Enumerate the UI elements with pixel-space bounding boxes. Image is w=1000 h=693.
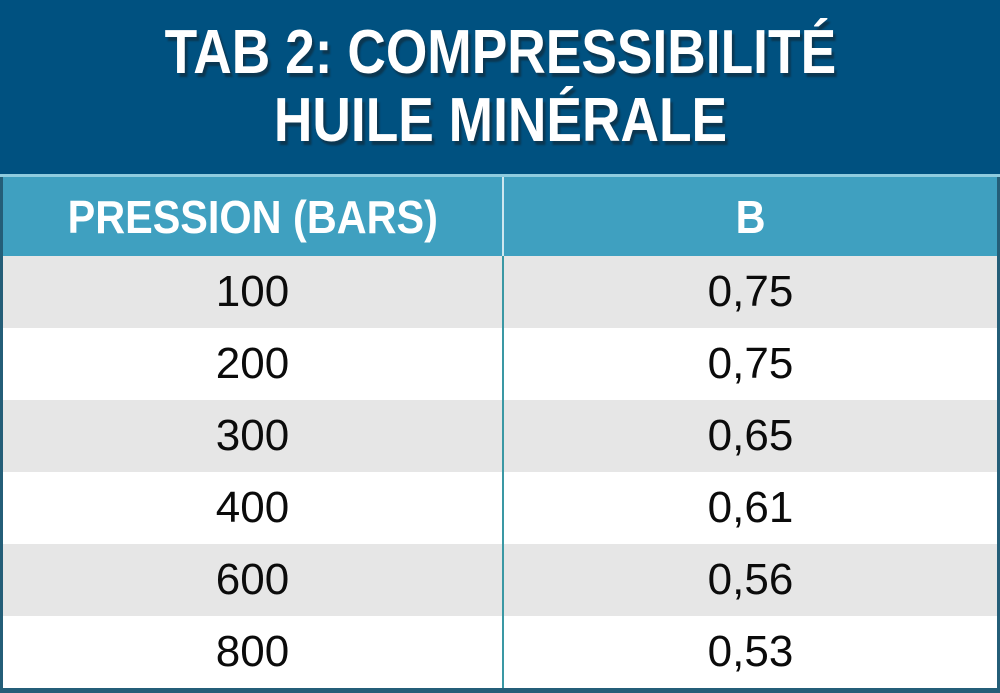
pression-cell [3,544,502,616]
b-cell [502,616,997,688]
title-line-1: TAB 2: COMPRESSIBILITÉ [164,18,836,87]
pression-value: 200 [215,339,290,388]
table-row [3,616,997,688]
pression-value: 300 [215,411,290,460]
pression-value: 400 [215,483,290,532]
header-cell-pression [3,177,502,256]
b-value: 0,53 [707,627,794,676]
header-cell-b [502,177,997,256]
table-row [3,328,997,400]
b-cell [502,328,997,400]
b-value: 0,75 [707,267,794,316]
header-label-b: B [735,190,766,243]
b-cell [502,400,997,472]
b-cell [502,544,997,616]
b-value: 0,56 [707,555,794,604]
pression-cell [3,472,502,544]
pression-cell [3,328,502,400]
table-row [3,544,997,616]
table-row [3,400,997,472]
pression-cell [3,616,502,688]
pression-cell [3,256,502,328]
table-row [3,472,997,544]
compressibility-table [0,177,1000,693]
pression-value: 800 [215,627,290,676]
table-header-row [3,177,997,256]
b-value: 0,65 [707,411,794,460]
title-banner [0,0,1000,174]
b-value: 0,75 [707,339,794,388]
pression-value: 600 [215,555,290,604]
b-value: 0,61 [707,483,794,532]
title-line-2: HUILE MINÉRALE [273,86,727,155]
b-cell [502,472,997,544]
pression-cell [3,400,502,472]
header-label-pression: PRESSION (BARS) [67,190,438,243]
b-cell [502,256,997,328]
table-row [3,256,997,328]
pression-value: 100 [215,267,290,316]
